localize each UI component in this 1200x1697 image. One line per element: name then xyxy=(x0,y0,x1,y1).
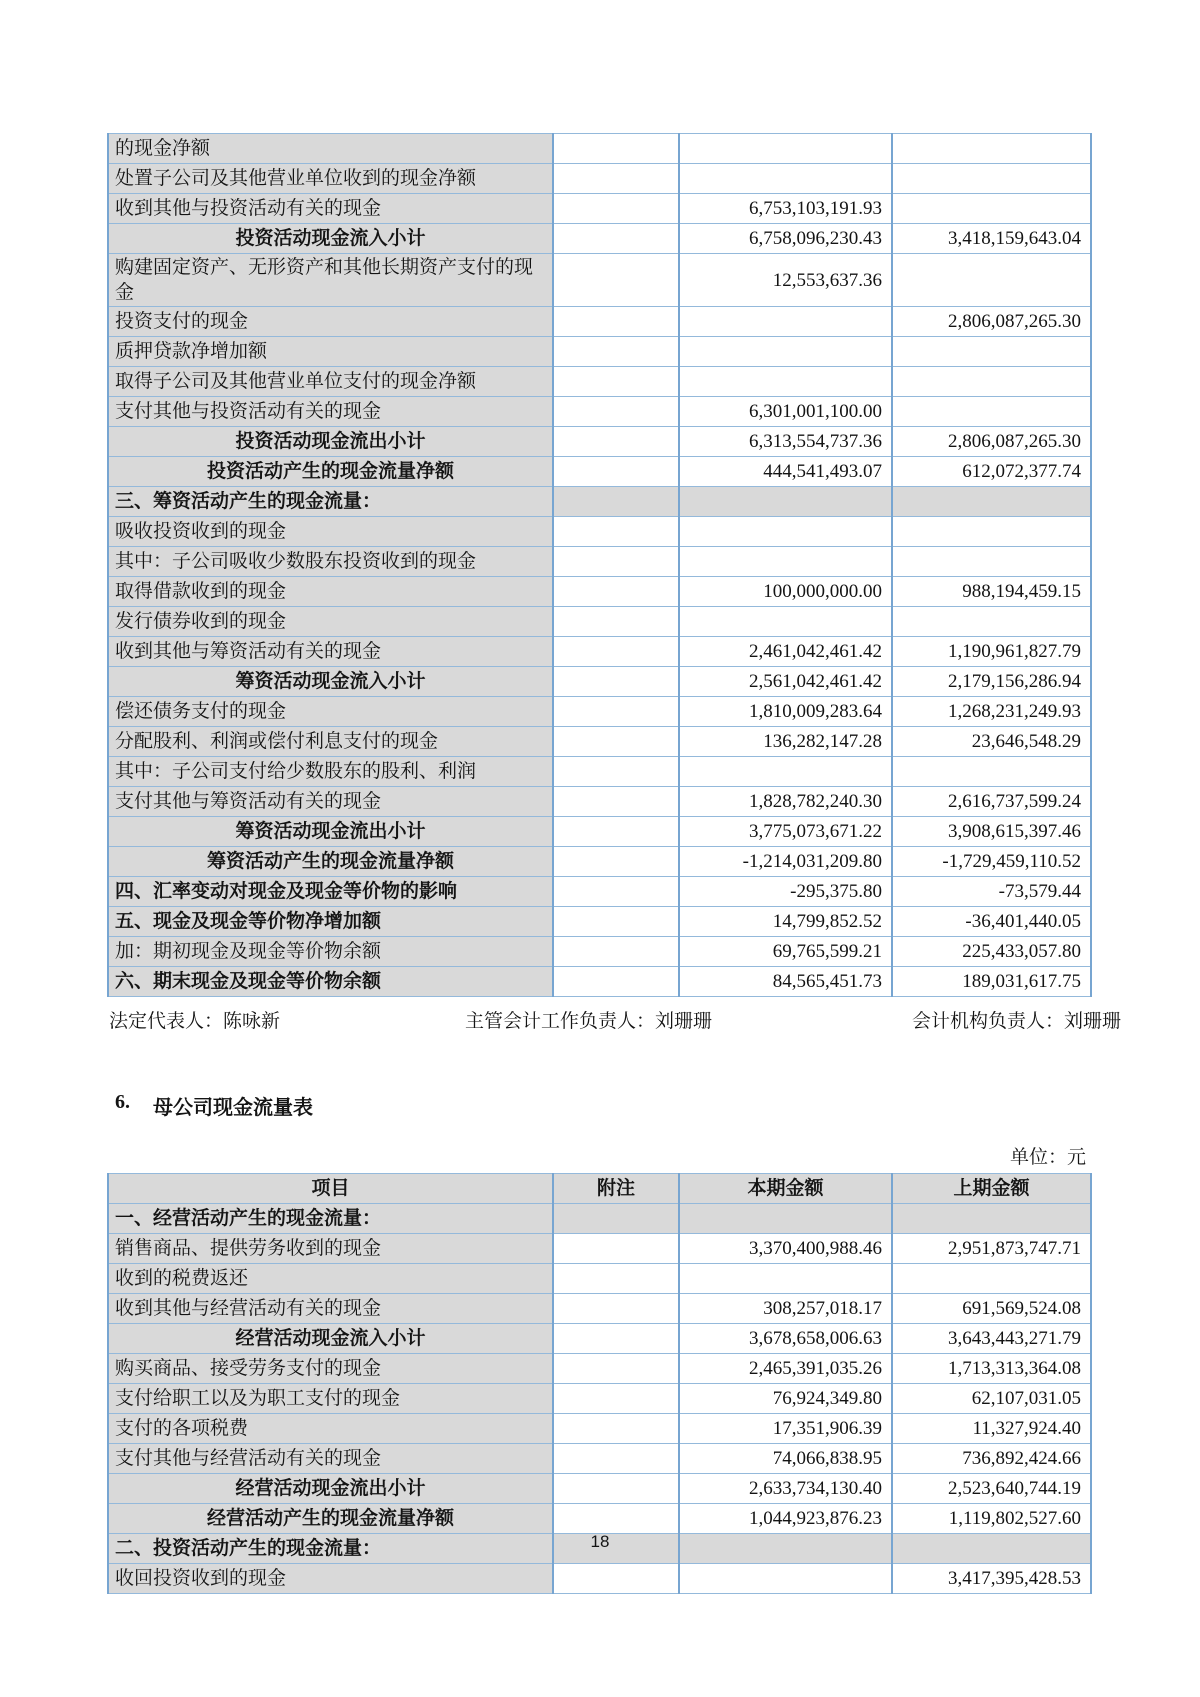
note-cell xyxy=(553,164,679,194)
item-label-cell: 收到其他与经营活动有关的现金 xyxy=(108,1294,553,1324)
current-amount-cell: 6,758,096,230.43 xyxy=(679,224,892,254)
table-row xyxy=(108,254,1091,307)
table-row xyxy=(108,1234,1091,1264)
table-row xyxy=(108,367,1091,397)
table-row xyxy=(108,1474,1091,1504)
prior-amount-cell: 691,569,524.08 xyxy=(892,1294,1091,1324)
prior-amount-cell: 1,713,313,364.08 xyxy=(892,1354,1091,1384)
current-amount-cell: 100,000,000.00 xyxy=(679,577,892,607)
item-label-cell: 购买商品、接受劳务支付的现金 xyxy=(108,1354,553,1384)
prior-amount-cell: 62,107,031.05 xyxy=(892,1384,1091,1414)
table-row xyxy=(108,164,1091,194)
prior-amount-cell: -36,401,440.05 xyxy=(892,907,1091,937)
header-current-period: 本期金额 xyxy=(679,1174,892,1204)
table-row xyxy=(108,517,1091,547)
note-cell xyxy=(553,1204,679,1234)
table-row xyxy=(108,457,1091,487)
item-label-cell: 的现金净额 xyxy=(108,134,553,164)
item-label-cell: 筹资活动产生的现金流量净额 xyxy=(108,847,553,877)
prior-amount-cell: 3,908,615,397.46 xyxy=(892,817,1091,847)
header-item: 项目 xyxy=(108,1174,553,1204)
current-amount-cell: 3,678,658,006.63 xyxy=(679,1324,892,1354)
note-cell xyxy=(553,697,679,727)
item-label-cell: 其中：子公司吸收少数股东投资收到的现金 xyxy=(108,547,553,577)
table-row xyxy=(108,637,1091,667)
current-amount-cell: 3,370,400,988.46 xyxy=(679,1234,892,1264)
current-amount-cell xyxy=(679,757,892,787)
prior-amount-cell xyxy=(892,397,1091,427)
item-label-cell: 分配股利、利润或偿付利息支付的现金 xyxy=(108,727,553,757)
prior-amount-cell: -73,579.44 xyxy=(892,877,1091,907)
prior-amount-cell: 189,031,617.75 xyxy=(892,967,1091,997)
note-cell xyxy=(553,307,679,337)
current-amount-cell xyxy=(679,134,892,164)
current-amount-cell: 136,282,147.28 xyxy=(679,727,892,757)
table-header-row xyxy=(108,1174,1091,1204)
table-row xyxy=(108,397,1091,427)
item-label-cell: 吸收投资收到的现金 xyxy=(108,517,553,547)
item-label-cell: 质押贷款净增加额 xyxy=(108,337,553,367)
current-amount-cell xyxy=(679,607,892,637)
table-row xyxy=(108,1354,1091,1384)
note-cell xyxy=(553,1504,679,1534)
table-row xyxy=(108,1294,1091,1324)
note-cell xyxy=(553,1324,679,1354)
section-row xyxy=(108,487,1091,517)
table-row xyxy=(108,337,1091,367)
table-row xyxy=(108,757,1091,787)
table-row xyxy=(108,1504,1091,1534)
chief-accountant: 主管会计工作负责人：刘珊珊 xyxy=(465,1011,713,1033)
table-row xyxy=(108,937,1091,967)
note-cell xyxy=(553,1564,679,1594)
item-label-cell: 发行债券收到的现金 xyxy=(108,607,553,637)
current-amount-cell xyxy=(679,517,892,547)
current-amount-cell: 12,553,637.36 xyxy=(679,254,892,307)
current-amount-cell: 74,066,838.95 xyxy=(679,1444,892,1474)
note-cell xyxy=(553,667,679,697)
note-cell xyxy=(553,1384,679,1414)
prior-amount-cell xyxy=(892,517,1091,547)
current-amount-cell: 6,301,001,100.00 xyxy=(679,397,892,427)
note-cell xyxy=(553,397,679,427)
current-amount-cell xyxy=(679,337,892,367)
note-cell xyxy=(553,937,679,967)
current-amount-cell: 14,799,852.52 xyxy=(679,907,892,937)
prior-amount-cell: 612,072,377.74 xyxy=(892,457,1091,487)
prior-amount-cell xyxy=(892,1264,1091,1294)
current-amount-cell: 2,465,391,035.26 xyxy=(679,1354,892,1384)
table-row xyxy=(108,194,1091,224)
table-row xyxy=(108,427,1091,457)
current-amount-cell xyxy=(679,487,892,517)
table-row xyxy=(108,787,1091,817)
item-label-cell: 收回投资收到的现金 xyxy=(108,1564,553,1594)
table-row xyxy=(108,1264,1091,1294)
prior-amount-cell xyxy=(892,487,1091,517)
table-row xyxy=(108,607,1091,637)
unit-label: 单位：元 xyxy=(1009,1147,1086,1169)
note-cell xyxy=(553,1294,679,1324)
prior-amount-cell: 988,194,459.15 xyxy=(892,577,1091,607)
accounting-head: 会计机构负责人：刘珊珊 xyxy=(912,1011,1122,1033)
prior-amount-cell xyxy=(892,1204,1091,1234)
note-cell xyxy=(553,907,679,937)
note-cell xyxy=(553,1414,679,1444)
note-cell xyxy=(553,337,679,367)
note-cell xyxy=(553,1354,679,1384)
item-label-cell: 购建固定资产、无形资产和其他长期资产支付的现金 xyxy=(108,254,553,307)
note-cell xyxy=(553,224,679,254)
prior-amount-cell: 2,179,156,286.94 xyxy=(892,667,1091,697)
page-content xyxy=(107,133,1122,1594)
current-amount-cell: 2,461,042,461.42 xyxy=(679,637,892,667)
note-cell xyxy=(553,607,679,637)
note-cell xyxy=(553,194,679,224)
note-cell xyxy=(553,427,679,457)
prior-amount-cell: 1,268,231,249.93 xyxy=(892,697,1091,727)
current-amount-cell: 69,765,599.21 xyxy=(679,937,892,967)
item-label-cell: 投资支付的现金 xyxy=(108,307,553,337)
prior-amount-cell xyxy=(892,337,1091,367)
table-row xyxy=(108,817,1091,847)
current-amount-cell xyxy=(679,307,892,337)
current-amount-cell: 308,257,018.17 xyxy=(679,1294,892,1324)
prior-amount-cell: 3,418,159,643.04 xyxy=(892,224,1091,254)
prior-amount-cell: 2,806,087,265.30 xyxy=(892,307,1091,337)
note-cell xyxy=(553,1234,679,1264)
prior-amount-cell: 23,646,548.29 xyxy=(892,727,1091,757)
item-label-cell: 处置子公司及其他营业单位收到的现金净额 xyxy=(108,164,553,194)
prior-amount-cell: 3,417,395,428.53 xyxy=(892,1564,1091,1594)
prior-amount-cell xyxy=(892,164,1091,194)
current-amount-cell: 2,561,042,461.42 xyxy=(679,667,892,697)
consolidated-cash-flow-table xyxy=(107,133,1092,997)
table-row xyxy=(108,907,1091,937)
table-row xyxy=(108,1564,1091,1594)
item-label-cell: 支付其他与经营活动有关的现金 xyxy=(108,1444,553,1474)
table-row xyxy=(108,877,1091,907)
item-label-cell: 支付给职工以及为职工支付的现金 xyxy=(108,1384,553,1414)
current-amount-cell: -295,375.80 xyxy=(679,877,892,907)
item-label-cell: 销售商品、提供劳务收到的现金 xyxy=(108,1234,553,1264)
prior-amount-cell: 736,892,424.66 xyxy=(892,1444,1091,1474)
item-label-cell: 偿还债务支付的现金 xyxy=(108,697,553,727)
note-cell xyxy=(553,967,679,997)
note-cell xyxy=(553,134,679,164)
header-note: 附注 xyxy=(553,1174,679,1204)
table-row xyxy=(108,1324,1091,1354)
item-label-cell: 其中：子公司支付给少数股东的股利、利润 xyxy=(108,757,553,787)
table-row xyxy=(108,577,1091,607)
note-cell xyxy=(553,487,679,517)
current-amount-cell xyxy=(679,1264,892,1294)
current-amount-cell xyxy=(679,1204,892,1234)
table-row xyxy=(108,727,1091,757)
item-label-cell: 收到其他与筹资活动有关的现金 xyxy=(108,637,553,667)
current-amount-cell xyxy=(679,1564,892,1594)
item-label-cell: 经营活动现金流入小计 xyxy=(108,1324,553,1354)
prior-amount-cell xyxy=(892,757,1091,787)
current-amount-cell: 6,753,103,191.93 xyxy=(679,194,892,224)
prior-amount-cell: 2,523,640,744.19 xyxy=(892,1474,1091,1504)
note-cell xyxy=(553,367,679,397)
item-label-cell: 加：期初现金及现金等价物余额 xyxy=(108,937,553,967)
table-row xyxy=(108,847,1091,877)
item-label-cell: 取得借款收到的现金 xyxy=(108,577,553,607)
item-label-cell: 四、汇率变动对现金及现金等价物的影响 xyxy=(108,877,553,907)
item-label-cell: 收到的税费返还 xyxy=(108,1264,553,1294)
item-label-cell: 六、期末现金及现金等价物余额 xyxy=(108,967,553,997)
legal-representative: 法定代表人：陈咏新 xyxy=(109,1011,281,1033)
table-row xyxy=(108,307,1091,337)
prior-amount-cell: 1,119,802,527.60 xyxy=(892,1504,1091,1534)
page-number: 18 xyxy=(590,1532,610,1551)
note-cell xyxy=(553,817,679,847)
note-cell xyxy=(553,517,679,547)
item-label-cell: 投资活动产生的现金流量净额 xyxy=(108,457,553,487)
section-number: 6. xyxy=(115,1091,130,1114)
prior-amount-cell xyxy=(892,194,1091,224)
note-cell xyxy=(553,877,679,907)
prior-amount-cell xyxy=(892,367,1091,397)
item-label-cell: 支付的各项税费 xyxy=(108,1414,553,1444)
note-cell xyxy=(553,847,679,877)
current-amount-cell: 3,775,073,671.22 xyxy=(679,817,892,847)
item-label-cell: 二、投资活动产生的现金流量： xyxy=(108,1534,553,1564)
table-row xyxy=(108,1384,1091,1414)
signature-line xyxy=(107,1006,1122,1033)
note-cell xyxy=(553,254,679,307)
prior-amount-cell xyxy=(892,607,1091,637)
current-amount-cell: 2,633,734,130.40 xyxy=(679,1474,892,1504)
item-label-cell: 一、经营活动产生的现金流量： xyxy=(108,1204,553,1234)
item-label-cell: 筹资活动现金流入小计 xyxy=(108,667,553,697)
current-amount-cell: 17,351,906.39 xyxy=(679,1414,892,1444)
table-row xyxy=(108,967,1091,997)
header-prior-period: 上期金额 xyxy=(892,1174,1091,1204)
prior-amount-cell: 2,616,737,599.24 xyxy=(892,787,1091,817)
item-label-cell: 收到其他与投资活动有关的现金 xyxy=(108,194,553,224)
section-title: 母公司现金流量表 xyxy=(153,1097,313,1120)
prior-amount-cell: 3,643,443,271.79 xyxy=(892,1324,1091,1354)
item-label-cell: 支付其他与筹资活动有关的现金 xyxy=(108,787,553,817)
item-label-cell: 取得子公司及其他营业单位支付的现金净额 xyxy=(108,367,553,397)
note-cell xyxy=(553,757,679,787)
note-cell xyxy=(553,457,679,487)
table-row xyxy=(108,547,1091,577)
prior-amount-cell: -1,729,459,110.52 xyxy=(892,847,1091,877)
item-label-cell: 经营活动产生的现金流量净额 xyxy=(108,1504,553,1534)
note-cell xyxy=(553,787,679,817)
current-amount-cell: 76,924,349.80 xyxy=(679,1384,892,1414)
prior-amount-cell: 225,433,057.80 xyxy=(892,937,1091,967)
note-cell xyxy=(553,727,679,757)
prior-amount-cell: 2,951,873,747.71 xyxy=(892,1234,1091,1264)
item-label-cell: 投资活动现金流出小计 xyxy=(108,427,553,457)
table-row xyxy=(108,134,1091,164)
item-label-cell: 支付其他与投资活动有关的现金 xyxy=(108,397,553,427)
table-row xyxy=(108,1414,1091,1444)
current-amount-cell: 444,541,493.07 xyxy=(679,457,892,487)
table-row xyxy=(108,224,1091,254)
item-label-cell: 三、筹资活动产生的现金流量： xyxy=(108,487,553,517)
current-amount-cell: 6,313,554,737.36 xyxy=(679,427,892,457)
note-cell xyxy=(553,1264,679,1294)
note-cell xyxy=(553,637,679,667)
prior-amount-cell xyxy=(892,134,1091,164)
prior-amount-cell: 2,806,087,265.30 xyxy=(892,427,1091,457)
current-amount-cell: -1,214,031,209.80 xyxy=(679,847,892,877)
section-heading xyxy=(115,1091,1090,1120)
note-cell xyxy=(553,547,679,577)
item-label-cell: 筹资活动现金流出小计 xyxy=(108,817,553,847)
item-label-cell: 投资活动现金流入小计 xyxy=(108,224,553,254)
note-cell xyxy=(553,577,679,607)
table-row xyxy=(108,667,1091,697)
prior-amount-cell: 11,327,924.40 xyxy=(892,1414,1091,1444)
item-label-cell: 经营活动现金流出小计 xyxy=(108,1474,553,1504)
current-amount-cell xyxy=(679,164,892,194)
table-row xyxy=(108,1444,1091,1474)
current-amount-cell: 1,828,782,240.30 xyxy=(679,787,892,817)
note-cell xyxy=(553,1444,679,1474)
table-row xyxy=(108,697,1091,727)
current-amount-cell xyxy=(679,367,892,397)
prior-amount-cell: 1,190,961,827.79 xyxy=(892,637,1091,667)
section-row xyxy=(108,1204,1091,1234)
prior-amount-cell xyxy=(892,254,1091,307)
parent-company-cash-flow-table xyxy=(107,1173,1092,1594)
current-amount-cell: 84,565,451.73 xyxy=(679,967,892,997)
note-cell xyxy=(553,1474,679,1504)
prior-amount-cell xyxy=(892,547,1091,577)
current-amount-cell: 1,810,009,283.64 xyxy=(679,697,892,727)
current-amount-cell xyxy=(679,547,892,577)
current-amount-cell: 1,044,923,876.23 xyxy=(679,1504,892,1534)
item-label-cell: 五、现金及现金等价物净增加额 xyxy=(108,907,553,937)
